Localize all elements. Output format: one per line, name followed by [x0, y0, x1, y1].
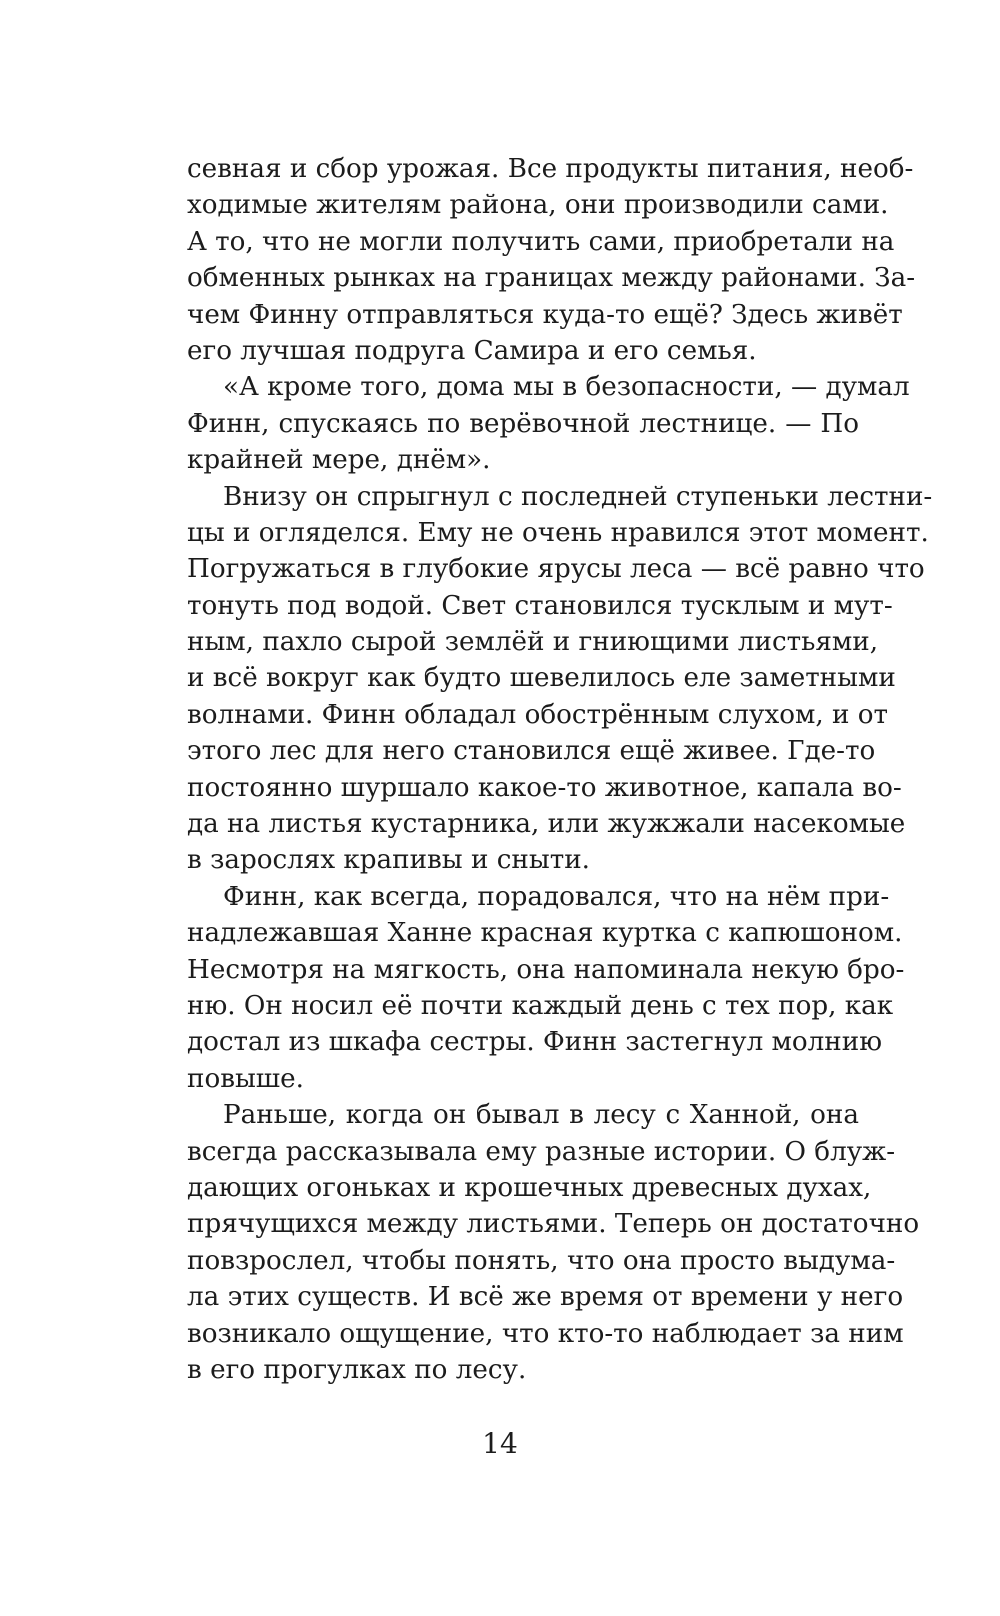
text-line: постоянно шуршало какое-то животное, капала во- [187, 772, 902, 803]
text-line: его лучшая подруга Самира и его семья. [187, 335, 757, 366]
text-line: дающих огоньках и крошечных древесных духах, [187, 1172, 872, 1203]
text-line: тонуть под водой. Свет становился тусклым и мут- [187, 590, 893, 621]
text-line: в зарослях крапивы и сныти. [187, 845, 590, 876]
text-line: Погружаться в глубокие ярусы леса — всё равно что [187, 554, 925, 585]
paragraph [187, 151, 916, 369]
text-line: в его прогулках по лесу. [187, 1354, 527, 1385]
text-line: прячущихся между листьями. Теперь он достаточно [187, 1209, 920, 1240]
text-line: цы и огляделся. Ему не очень нравился этот момент. [187, 517, 929, 548]
paragraph [187, 369, 910, 478]
text-line: чем Финну отправляться куда-то ещё? Здесь живёт [187, 299, 903, 330]
text-line: волнами. Финн обладал обострённым слухом, и от [187, 699, 889, 730]
text-line: Финн, спускаясь по верёвочной лестнице. — По [187, 408, 859, 439]
text-line: крайней мере, днём». [187, 445, 491, 476]
text-line: севная и сбор урожая. Все продукты питания, необ- [187, 154, 914, 184]
text-line: всегда рассказывала ему разные истории. О блуж- [187, 1136, 896, 1167]
paragraph [187, 1097, 920, 1388]
text-line: «А кроме того, дома мы в безопасности, — думал [223, 372, 910, 403]
text-line: надлежавшая Ханне красная куртка с капюшоном. [187, 918, 903, 949]
text-line: ходимые жителям района, они производили сами. [187, 190, 889, 221]
text-line: этого лес для него становился ещё живее. Где-то [187, 736, 876, 767]
text-line: да на листья кустарника, или жужжали насекомые [187, 809, 906, 840]
text-line: Раньше, когда он бывал в лесу с Ханной, она [223, 1100, 859, 1131]
text-line: Несмотря на мягкость, она напоминала некую бро- [187, 954, 905, 985]
text-line: и всё вокруг как будто шевелилось еле заметными [187, 663, 896, 694]
paragraph [187, 479, 933, 879]
text-line: обменных рынках на границах между районами. За- [187, 263, 916, 294]
page-number: 14 [482, 1427, 518, 1460]
text-line: достал из шкафа сестры. Финн застегнул молнию [187, 1027, 883, 1058]
text-line: повзрослел, чтобы понять, что она просто выдума- [187, 1245, 896, 1276]
body-text [187, 151, 933, 1388]
text-line: Финн, как всегда, порадовался, что на нём при- [223, 881, 890, 912]
text-line: А то, что не могли получить сами, приобретали на [187, 226, 895, 257]
text-line: возникало ощущение, что кто-то наблюдает за ним [187, 1318, 904, 1349]
text-line: ла этих существ. И всё же время от времени у него [187, 1282, 904, 1313]
text-line: ню. Он носил её почти каждый день с тех пор, как [187, 990, 894, 1021]
text-line: повыше. [187, 1063, 304, 1094]
text-line: ным, пахло сырой землёй и гниющими листьями, [187, 627, 879, 658]
paragraph [187, 879, 905, 1097]
text-line: Внизу он спрыгнул с последней ступеньки лестни- [223, 481, 933, 512]
